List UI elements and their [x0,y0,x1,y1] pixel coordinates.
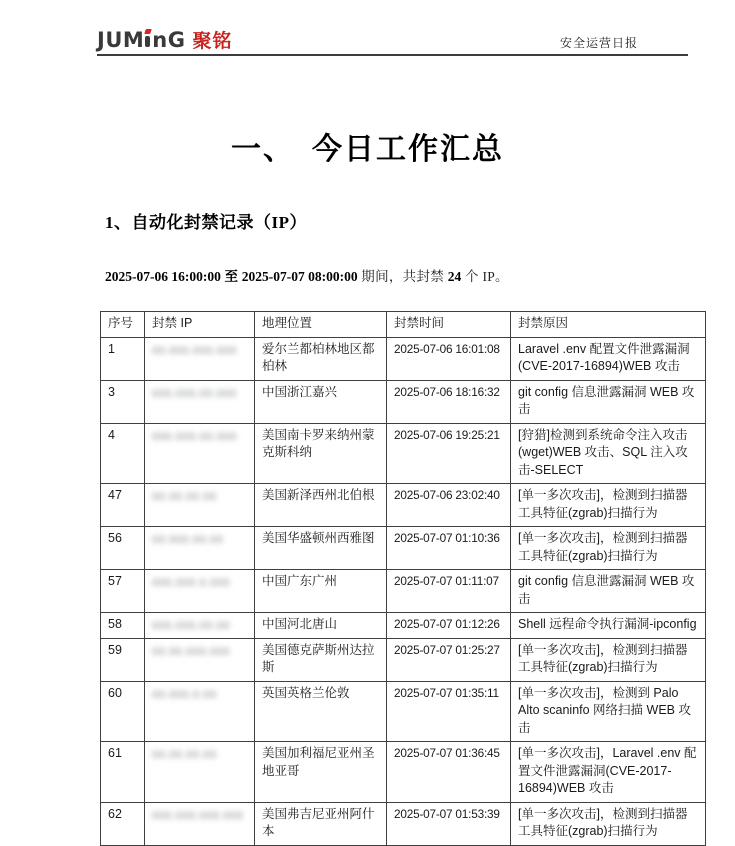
cell-ip [145,527,255,570]
cell-time: 2025-07-07 01:36:45 [387,742,511,803]
cell-location: 美国德克萨斯州达拉斯 [255,638,387,681]
cell-reason: [单一多次攻击]，检测到扫描器工具特征(zgrab)扫描行为 [511,802,706,845]
redacted-ip: 00.000.000.000 [152,344,237,357]
cell-reason: git config 信息泄露漏洞 WEB 攻击 [511,570,706,613]
table-row [101,742,706,803]
cell-ip [145,570,255,613]
cell-reason: [狩猎]检测到系统命令注入攻击(wget)WEB 攻击、SQL 注入攻击-SELECT [511,423,706,484]
col-header-location: 地理位置 [255,312,387,338]
juming-logo [97,30,232,51]
table-row [101,527,706,570]
cell-no: 59 [101,638,145,681]
redacted-ip: 00.00.00.00 [152,491,217,503]
summary-tail-text: 个 IP。 [464,269,509,284]
cell-reason: Laravel .env 配置文件泄露漏洞(CVE-2017-16894)WEB 攻击 [511,337,706,380]
cell-no: 58 [101,613,145,639]
col-header-time: 封禁时间 [387,312,511,338]
cell-time: 2025-07-07 01:12:26 [387,613,511,639]
cell-reason: [单一多次攻击]，检测到 Palo Alto scaninfo 网络扫描 WEB 攻击 [511,681,706,742]
table-row [101,681,706,742]
table-row [101,638,706,681]
cell-ip [145,742,255,803]
cell-ip [145,638,255,681]
table-row [101,337,706,380]
table-row [101,802,706,845]
cell-ip [145,681,255,742]
redacted-ip: 000.000.00.00 [152,620,231,632]
ban-table-body [101,337,706,845]
ban-summary [105,265,705,285]
cell-no: 62 [101,802,145,845]
cell-no: 61 [101,742,145,803]
summary-range-end: 2025-07-07 08:00:00 [241,269,358,284]
cell-location: 英国英格兰伦敦 [255,681,387,742]
cell-time: 2025-07-07 01:11:07 [387,570,511,613]
cell-ip [145,423,255,484]
cell-location: 美国弗吉尼亚州阿什本 [255,802,387,845]
page-title: 一、 今日工作汇总 [231,133,504,166]
cell-no: 56 [101,527,145,570]
cell-time: 2025-07-06 19:25:21 [387,423,511,484]
cell-time: 2025-07-06 16:01:08 [387,337,511,380]
table-row [101,380,706,423]
cell-time: 2025-07-07 01:25:27 [387,638,511,681]
header-row [101,312,706,338]
col-header-ip: 封禁 IP [145,312,255,338]
redacted-ip: 00.000.0.00 [152,688,217,701]
doc-type-label: 安全运营日报 [559,36,638,50]
cell-time: 2025-07-06 18:16:32 [387,380,511,423]
logo-letter-i [145,32,151,47]
cell-time: 2025-07-07 01:35:11 [387,681,511,742]
section-heading: 1、自动化封禁记录（IP） [105,213,307,232]
cell-no: 4 [101,423,145,484]
logo-i-stem [145,36,150,47]
cell-location: 爱尔兰都柏林地区都柏林 [255,337,387,380]
logo-latin [97,30,185,51]
cell-time: 2025-07-07 01:53:39 [387,802,511,845]
cell-reason: [单一多次攻击]，Laravel .env 配置文件泄露漏洞(CVE-2017-16894)WEB 攻击 [511,742,706,803]
cell-location: 美国南卡罗来纳州蒙克斯科纳 [255,423,387,484]
cell-reason: Shell 远程命令执行漏洞-ipconfig [511,613,706,639]
page-header [97,0,688,56]
redacted-ip: 00.00.000.000 [152,645,231,658]
table-row [101,423,706,484]
redacted-ip: 00.00.00.00 [152,749,217,761]
cell-location: 美国加利福尼亚州圣地亚哥 [255,742,387,803]
cell-ip [145,802,255,845]
logo-chinese: 聚铭 [192,31,233,52]
cell-no: 47 [101,484,145,527]
cell-location: 美国华盛顿州西雅图 [255,527,387,570]
cell-no: 60 [101,681,145,742]
cell-time: 2025-07-07 01:10:36 [387,527,511,570]
cell-no: 1 [101,337,145,380]
cell-reason: git config 信息泄露漏洞 WEB 攻击 [511,380,706,423]
cell-location: 美国新泽西州北伯根 [255,484,387,527]
ban-table [100,311,706,846]
cell-ip [145,337,255,380]
summary-mid-text: 期间，共封禁 [361,269,445,284]
ban-table-head [101,312,706,338]
cell-ip [145,380,255,423]
cell-reason: [单一多次攻击]，检测到扫描器工具特征(zgrab)扫描行为 [511,638,706,681]
redacted-ip: 000.000.0.000 [152,577,231,589]
summary-to: 至 [224,269,239,284]
logo-latin-right: nG [152,28,186,52]
table-row [101,484,706,527]
cell-location: 中国河北唐山 [255,613,387,639]
redacted-ip: 000.000.00.000 [152,430,237,443]
cell-time: 2025-07-06 23:02:40 [387,484,511,527]
cell-reason: [单一多次攻击]，检测到扫描器工具特征(zgrab)扫描行为 [511,484,706,527]
cell-no: 57 [101,570,145,613]
cell-no: 3 [101,380,145,423]
cell-ip [145,484,255,527]
redacted-ip: 00.000.00.00 [152,534,224,546]
cell-reason: [单一多次攻击]，检测到扫描器工具特征(zgrab)扫描行为 [511,527,706,570]
col-header-no: 序号 [101,312,145,338]
redacted-ip: 000.000.000.000 [152,809,244,822]
logo-i-red-dot-icon [144,29,152,34]
cell-ip [145,613,255,639]
cell-location: 中国浙江嘉兴 [255,380,387,423]
logo-latin-left: JUM [97,28,145,52]
summary-range-start: 2025-07-06 16:00:00 [105,269,221,284]
table-row [101,570,706,613]
table-row [101,613,706,639]
redacted-ip: 000.000.00.000 [152,387,237,400]
col-header-reason: 封禁原因 [511,312,706,338]
summary-count: 24 [447,269,462,284]
cell-location: 中国广东广州 [255,570,387,613]
